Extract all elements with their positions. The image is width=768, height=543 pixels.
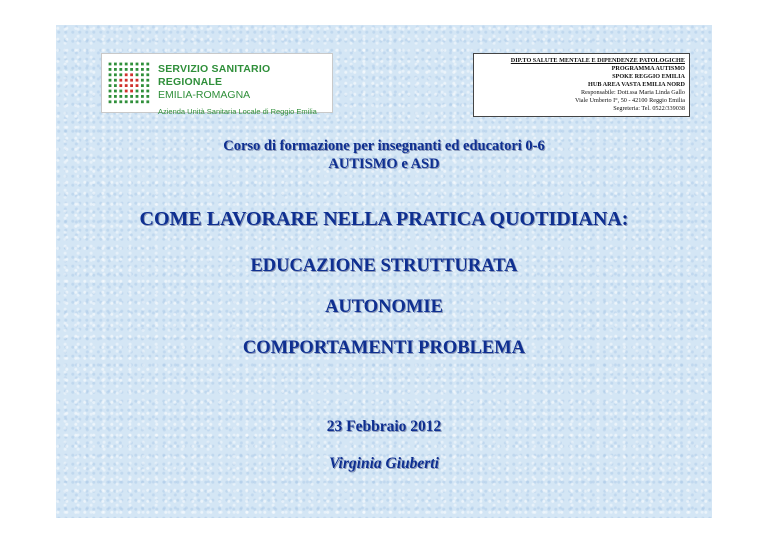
logo-dot: [119, 90, 122, 93]
logo-dot: [136, 79, 139, 82]
phone: Segreteria: Tel. 0522/339038: [613, 105, 685, 112]
logo-dot: [141, 100, 144, 103]
logo-dot: [136, 90, 139, 93]
course-subtitle: AUTISMO e ASD: [328, 156, 440, 172]
logo-dot: [114, 73, 117, 76]
main-title: COME LAVORARE NELLA PRATICA QUOTIDIANA:: [139, 208, 629, 230]
logo-dot: [130, 73, 133, 76]
dept-name: DIP.TO SALUTE MENTALE E DIPENDENZE PATOLOGICHE: [510, 57, 685, 64]
logo-dot: [114, 84, 117, 87]
logo-dot: [114, 95, 117, 98]
author-name: Virginia Giuberti: [329, 455, 439, 472]
logo-dot: [125, 100, 128, 103]
logo-dot: [119, 63, 122, 66]
logo-dot: [114, 63, 117, 66]
logo-dot: [141, 90, 144, 93]
logo-dot: [114, 90, 117, 93]
logo-dot: [119, 95, 122, 98]
logo-dot: [125, 68, 128, 71]
logo-dot: [114, 79, 117, 82]
logo-dot: [146, 63, 149, 66]
logo-dot: [119, 68, 122, 71]
logo-dot: [141, 73, 144, 76]
spoke-name: SPOKE REGGIO EMILIA: [612, 73, 685, 80]
course-title: Corso di formazione per insegnanti ed educatori 0-6: [223, 138, 545, 154]
logo-dot: [125, 63, 128, 66]
logo-dot: [136, 63, 139, 66]
hub-name: HUB AREA VASTA EMILIA NORD: [588, 81, 685, 88]
logo-text: [158, 63, 332, 119]
logo-dot: [109, 63, 112, 66]
logo-dot: [125, 90, 128, 93]
logo-dot: [130, 90, 133, 93]
logo-line-2: EMILIA-ROMAGNA: [158, 89, 251, 101]
logo-dot: [109, 100, 112, 103]
logo-dot: [125, 79, 128, 82]
logo-dot: [109, 95, 112, 98]
logo-dot: [119, 79, 122, 82]
logo-dot: [136, 68, 139, 71]
program-name: PROGRAMMA AUTISMO: [611, 65, 685, 72]
ausl-logo: [101, 53, 333, 116]
subtitle-3: COMPORTAMENTI PROBLEMA: [242, 338, 526, 358]
logo-dot: [130, 95, 133, 98]
logo-dot: [141, 95, 144, 98]
responsible: Responsabile: Dott.ssa Maria Linda Gallo: [581, 89, 685, 96]
logo-dot: [141, 63, 144, 66]
logo-dot: [125, 84, 128, 87]
logo-dot: [136, 73, 139, 76]
logo-dot: [141, 68, 144, 71]
address: Viale Umberto I°, 50 - 42100 Reggio Emilia: [574, 97, 685, 104]
logo-dot: [146, 95, 149, 98]
logo-dot: [109, 68, 112, 71]
logo-dot: [146, 90, 149, 93]
logo-dot: [109, 79, 112, 82]
presentation-date: 23 Febbraio 2012: [326, 418, 442, 435]
logo-dot: [146, 79, 149, 82]
logo-dot: [119, 84, 122, 87]
logo-dot: [109, 73, 112, 76]
logo-dot: [125, 73, 128, 76]
logo-dot: [119, 73, 122, 76]
logo-dot: [146, 100, 149, 103]
logo-dot: [114, 100, 117, 103]
logo-dot: [125, 95, 128, 98]
logo-dot: [141, 84, 144, 87]
logo-dot: [130, 63, 133, 66]
logo-dot: [141, 79, 144, 82]
logo-dot: [130, 68, 133, 71]
logo-line-1: SERVIZIO SANITARIO REGIONALE: [158, 63, 271, 88]
logo-dot: [130, 84, 133, 87]
logo-dot: [136, 95, 139, 98]
slide: [56, 25, 712, 518]
logo-dot: [109, 90, 112, 93]
logo-dot: [136, 84, 139, 87]
logo-dot: [109, 84, 112, 87]
logo-dot: [119, 100, 122, 103]
logo-dot: [136, 100, 139, 103]
logo-line-3: Azienda Unità Sanitaria Locale di Reggio Emilia: [158, 107, 317, 116]
logo-dot: [146, 68, 149, 71]
logo-dot: [146, 84, 149, 87]
subtitle-1: EDUCAZIONE STRUTTURATA: [250, 256, 518, 276]
logo-dot: [114, 68, 117, 71]
logo-dot: [146, 73, 149, 76]
subtitle-2: AUTONOMIE: [325, 297, 443, 317]
logo-dot-grid-icon: [107, 61, 151, 105]
logo-dot: [130, 100, 133, 103]
logo-dot: [130, 79, 133, 82]
department-info-box: [473, 53, 690, 117]
